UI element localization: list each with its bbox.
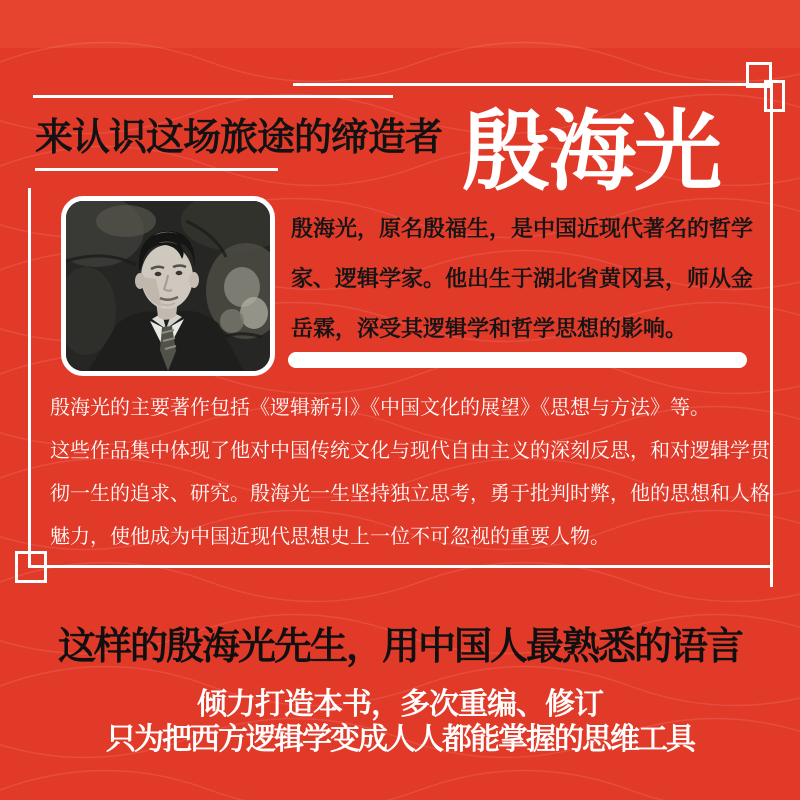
works-line: 魅力，使他成为中国近现代思想史上一位不可忽视的重要人物。 (50, 524, 610, 548)
kicker-top-rule (33, 95, 393, 98)
works-line: 殷海光的主要著作包括《逻辑新引》《中国文化的展望》《思想与方法》等。 (50, 395, 710, 419)
works-line: 彻一生的追求、研究。殷海光一生坚持独立思考，勇于批判时弊，他的思想和人格 (50, 481, 770, 505)
bio-text-block (291, 205, 771, 355)
bottom-horizontal-rule (28, 565, 772, 568)
left-vertical-rule (28, 188, 31, 568)
works-text-block (50, 386, 790, 558)
section-kicker: 来认识这场旅途的缔造者 (35, 115, 443, 159)
divider-bar (288, 352, 747, 368)
top-color-band (0, 0, 800, 48)
bio-line: 殷海光，原名殷福生，是中国近现代著名的哲学 (291, 217, 754, 242)
portrait-photo-image (66, 201, 270, 371)
kicker-bottom-rule (35, 168, 278, 171)
author-name-display: 殷海光 (462, 100, 721, 203)
portrait-photo (61, 196, 275, 376)
bottom-left-square-outline (15, 551, 47, 583)
bio-line: 家、逻辑学家。他出生于湖北省黄冈县，师从金 (291, 267, 754, 292)
top-right-rule (293, 83, 770, 86)
footer-headline: 这样的殷海光先生，用中国人最熟悉的语言 (57, 623, 742, 668)
works-line: 这些作品集中体现了他对中国传统文化与现代自由主义的深刻反思，和对逻辑学贯 (50, 438, 770, 462)
footer-subline-1: 倾力打造本书，多次重编、修订 (197, 687, 603, 722)
top-right-square-outline-b (764, 80, 785, 112)
footer-subline-2: 只为把西方逻辑学变成人人都能掌握的思维工具 (106, 722, 694, 757)
bio-line: 岳霖，深受其逻辑学和哲学思想的影响。 (291, 317, 688, 342)
